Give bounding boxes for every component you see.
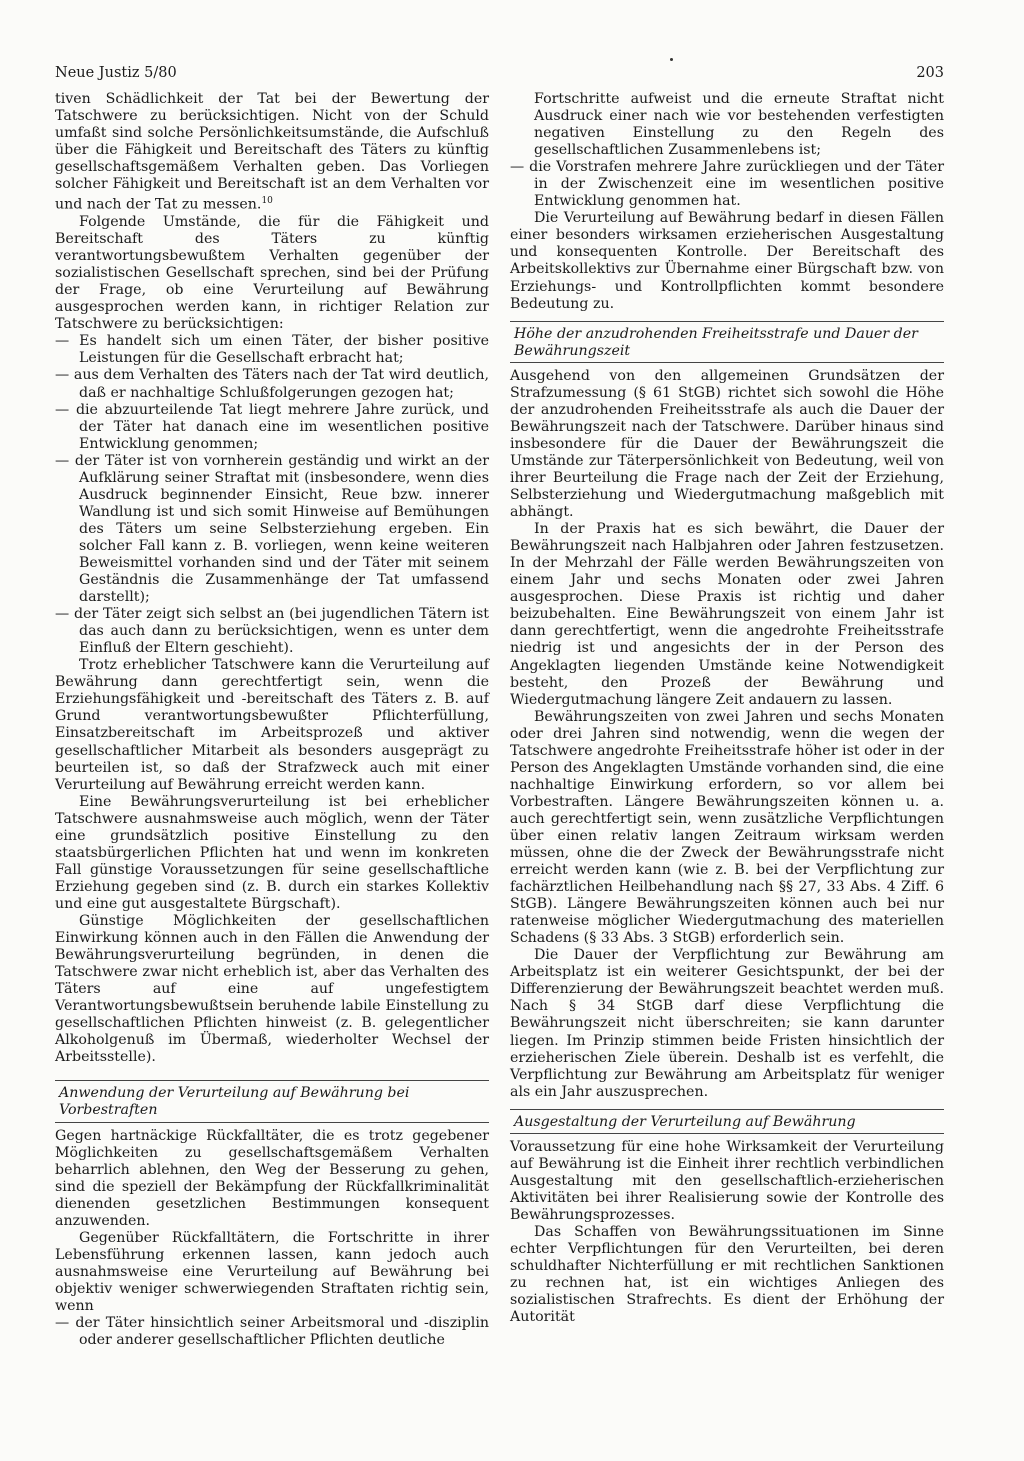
paragraph: Gegenüber Rückfalltätern, die Fortschritte in ihrer Lebensführung erkennen lassen, kann jedoch auch ausnahmsweise eine Verurteilung auf Bewährung bei objektiv weniger schwerwiegenden Straftaten richtig sein, wenn [55,1229,489,1314]
footnote-ref: 10 [261,196,273,207]
paragraph: Die Dauer der Verpflichtung zur Bewährung am Arbeitsplatz ist ein weiterer Gesichtspunkt, der bei der Differenzierung der Bewährungszeit beachtet werden muß. Nach § 34 StGB darf diese Verpflichtung die Bewährungszeit nicht überschreiten; sie kann darunter liegen. Im Prinzip stimmen beide Fristen hinsichtlich der erzieherischen Ziele überein. Deshalb ist es verfehlt, die Verpflichtung zur Bewährung am Arbeitsplatz für weniger als ein Jahr auszusprechen. [510,947,944,1100]
left-column [55,91,489,1349]
paragraph [55,91,489,214]
list-item: — aus dem Verhalten des Täters nach der Tat wird deutlich, daß er nachhaltige Schlußfolgerungen gezogen hat; [55,367,489,401]
paragraph: Bewährungszeiten von zwei Jahren und sechs Monaten oder drei Jahren sind notwendig, wenn die wegen der Tatschwere angedrohte Freiheitsstrafe höher ist oder in der Person des Angeklagten Umstände vorhanden sind, die eine nachhaltige Einwirkung erfordern, so vor allem bei Vorbestraften. Längere Bewährungszeiten können u. a. auch gerechtfertigt sein, wenn zusätzliche Verpflichtungen über einen relativ langen Zeitraum wirksam werden müssen, ohne die der Zweck der Bewährungsstrafe nicht erreicht werden kann (wie z. B. bei der Verpflichtung zur fachärztlichen Heilbehandlung nach §§ 27, 33 Abs. 4 Ziff. 6 StGB). Längere Bewährungszeiten können auch bei nur ratenweise möglicher Wiedergutmachung des materiellen Schadens (§ 33 Abs. 3 StGB) erforderlich sein. [510,708,944,947]
paragraph: Trotz erheblicher Tatschwere kann die Verurteilung auf Bewährung dann gerechtfertigt sein, wenn die Erziehungsfähigkeit und -bereitschaft des Täters z. B. auf Grund verantwortungsbewußter Pflichterfüllung, Einsatzbereitschaft im Arbeitsprozeß und aktiver gesellschaftlicher Mitarbeit als besonders ausgeprägt zu beurteilen ist, so daß der Strafzweck auch mit einer Verurteilung auf Bewährung erreicht werden kann. [55,657,489,793]
section-heading: Höhe der anzudrohenden Freiheitsstrafe und Dauer der Bewährungszeit [514,325,918,359]
list-item: — die Vorstrafen mehrere Jahre zurückliegen und der Täter in der Zwischenzeit eine im wesentlichen positive Entwicklung genommen hat. [510,159,944,210]
list-item-continuation: Fortschritte aufweist und die erneute Straftat nicht Ausdruck einer nach wie vor bestehenden verfestigten negativen Einstellung zu den Regeln des gesellschaftlichen Zusammenlebens ist; [534,91,944,159]
paragraph-text: tiven Schädlichkeit der Tat bei der Bewertung der Tatschwere zu berücksichtigen. Nicht von der Schuld umfaßt sind solche Persönlichkeitsumstände, die Aufschluß über die Fähigkeit und Bereitschaft des Täters zu künftig gesellschaftsgemäßem Verhalten geben. Das Vorliegen solcher Fähigkeit und Bereitschaft ist an dem Verhalten vor und nach der Tat zu messen. [55,91,489,214]
list-item: — der Täter hinsichtlich seiner Arbeitsmoral und -disziplin oder anderer gesellschaftlicher Pflichten deutliche [55,1315,489,1349]
paragraph: Ausgehend von den allgemeinen Grundsätzen der Strafzumessung (§ 61 StGB) richtet sich sowohl die Höhe der anzudrohenden Freiheitsstrafe als auch die Dauer der Bewährungszeit nach der Tatschwere. Darüber hinaus sind insbesondere für die Dauer der Bewährungszeit die Umstände zur Täterpersönlichkeit von Bedeutung, weil von ihrer Beurteilung die Frage nach der Zeit der Erziehung, Selbsterziehung und Wiedergutmachung maßgeblich mit abhängt. [510,367,944,521]
list-item: — die abzuurteilende Tat liegt mehrere Jahre zurück, und der Täter hat danach eine im wesentlichen positive Entwicklung genommen; [55,401,489,452]
paragraph: Folgende Umstände, die für die Fähigkeit und Bereitschaft des Täters zu künftig verantwortungsbewußtem Verhalten gegenüber der sozialistischen Gesellschaft sprechen, sind bei der Prüfung der Frage, ob eine Verurteilung auf Bewährung ausgesprochen werden kann, in richtiger Relation zur Tatschwere zu berücksichtigen: [55,214,489,333]
page-number: 203 [916,65,944,81]
paragraph: Voraussetzung für eine hohe Wirksamkeit der Verurteilung auf Bewährung ist die Einheit ihrer rechtlich verbindlichen Ausgestaltung mit den gesellschaftlich-erzieherischen Aktivitäten bei ihrer Realisierung sowie der Kontrolle des Bewährungsprozesses. [510,1138,944,1223]
list-item: — der Täter ist von vornherein geständig und wirkt an der Aufklärung seiner Straftat mit (insbesondere, wenn dies Ausdruck beginnender Einsicht, Reue bzw. innerer Wandlung ist und sich somit Hinweise auf Bemühungen des Täters um seine Selbsterziehung ergeben. Ein solcher Fall kann z. B. vorliegen, wenn keine weiteren Beweismittel vorhanden sind und der Täter mit seinem Geständnis die Zusammenhänge der Tat umfassend darstellt); [55,452,489,606]
paragraph: Die Verurteilung auf Bewährung bedarf in diesen Fällen einer besonders wirksamen erzieherischen Ausgestaltung und konsequenten Kontrolle. Der Bereitschaft des Arbeitskollektivs zur Übernahme einer Bürgschaft bzw. von Erziehungs- und Kontrollpflichten kommt besondere Bedeutung zu. [510,210,944,312]
section-heading: Ausgestaltung der Verurteilung auf Bewährung [514,1113,856,1130]
paragraph: Gegen hartnäckige Rückfalltäter, die es trotz gegebener Möglichkeiten zu gesellschaftsgemäßem Verhalten beharrlich ablehnen, den Weg der Besserung zu gehen, sind die speziell der Bekämpfung der Rückfallkriminalität dienenden gesetzlichen Bestimmungen konsequent anzuwenden. [55,1127,489,1229]
journal-title: Neue Justiz 5/80 [55,65,177,81]
section-rule [55,1080,489,1081]
right-column [510,91,944,1326]
print-speck [670,58,673,61]
list-item: — der Täter zeigt sich selbst an (bei jugendlichen Tätern ist das auch dann zu berücksichtigen, wenn es unter dem Einfluß der Eltern geschieht). [55,606,489,657]
section-rule [510,321,944,322]
paragraph: Das Schaffen von Bewährungssituationen im Sinne echter Verpflichtungen für den Verurteilten, bei deren schuldhafter Nichterfüllung er mit rechtlichen Sanktionen zu rechnen hat, ist ein wichtiges Anliegen des sozialistischen Strafrechts. Es dient der Erhöhung der Autorität [510,1224,944,1326]
section-rule [510,1109,944,1110]
list-item: — Es handelt sich um einen Täter, der bisher positive Leistungen für die Gesellschaft erbracht hat; [55,333,489,367]
section-heading: Anwendung der Verurteilung auf Bewährung bei Vorbestraften [59,1085,410,1119]
paragraph: Günstige Möglichkeiten der gesellschaftlichen Einwirkung können auch in den Fällen die Anwendung der Bewährungsverurteilung begründen, in denen die Tatschwere zwar nicht erheblich ist, aber das Verhalten des Täters auf eine auf ungefestigtem Verantwortungsbewußtsein beruhende labile Einstellung zu gesellschaftlichen Pflichten hinweist (z. B. gelegentlicher Alkoholgenuß im Übermaß, wiederholter Wechsel der Arbeitsstelle). [55,912,489,1066]
paragraph: In der Praxis hat es sich bewährt, die Dauer der Bewährungszeit nach Halbjahren oder Jahren festzusetzen. In der Mehrzahl der Fälle werden Bewährungszeiten von einem Jahr und sechs Monaten oder zwei Jahren ausgesprochen. Diese Praxis ist richtig und daher beizubehalten. Eine Bewährungszeit von einem Jahr ist dann gerechtfertigt, wenn die angedrohte Freiheitsstrafe niedrig ist und angesichts der in der Person des Angeklagten liegenden Umstände keine Notwendigkeit besteht, den Prozeß der Bewährung und Wiedergutmachung längere Zeit andauern zu lassen. [510,521,944,708]
paragraph: Eine Bewährungsverurteilung ist bei erheblicher Tatschwere ausnahmsweise auch möglich, wenn der Täter eine grundsätzlich positive Einstellung zu den staatsbürgerlichen Pflichten hat und wenn im konkreten Fall günstige Voraussetzungen für seine gesellschaftliche Erziehung gegeben sind (z. B. durch ein starkes Kollektiv und eine gut ausgestaltete Bürgschaft). [55,793,489,912]
